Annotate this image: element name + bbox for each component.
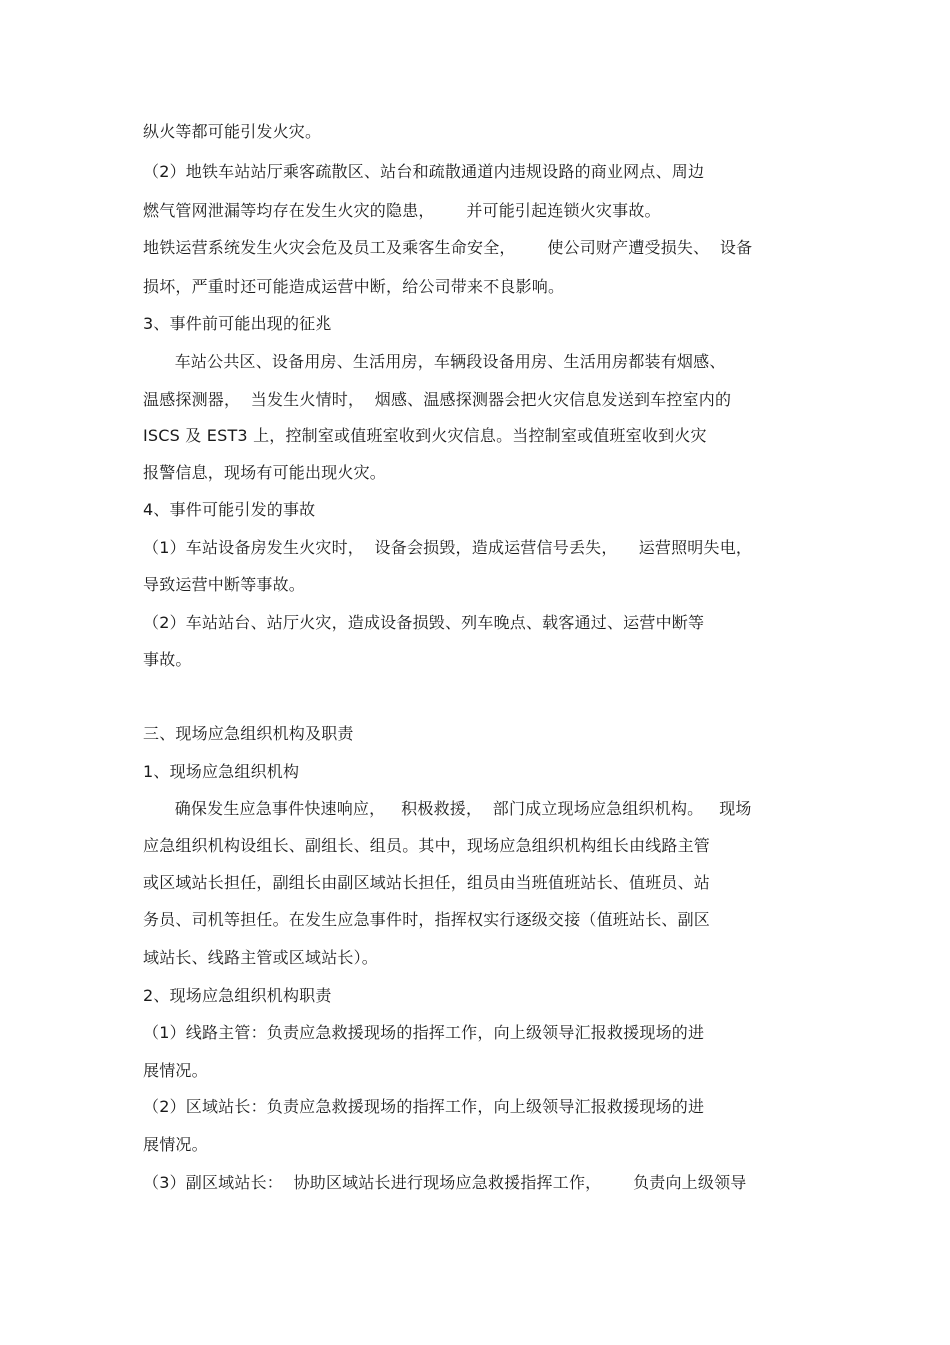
text-line: ISCS 及 EST3 上，控制室或值班室收到火灾信息。当控制室或值班室收到火灾 xyxy=(143,426,707,445)
section-heading: 3、事件前可能出现的征兆 xyxy=(143,314,332,333)
text-line: 或区域站长担任，副组长由副区域站长担任，组员由当班值班站长、值班员、站 xyxy=(143,873,711,892)
text-line: 地铁运营系统发生火灾会危及员工及乘客生命安全， 使公司财产遭受损失、 设备 xyxy=(143,238,753,257)
text-line: （1）线路主管：负责应急救援现场的指挥工作，向上级领导汇报救援现场的进 xyxy=(143,1023,705,1042)
text-line: （3）副区域站长： 协助区域站长进行现场应急救援指挥工作， 负责向上级领导 xyxy=(143,1173,747,1192)
text-line: 展情况。 xyxy=(143,1135,208,1154)
text-line: 确保发生应急事件快速响应， 积极救援， 部门成立现场应急组织机构。 现场 xyxy=(143,799,752,818)
text-line: 报警信息，现场有可能出现火灾。 xyxy=(143,463,387,482)
text-line: 温感探测器， 当发生火情时， 烟感、温感探测器会把火灾信息发送到车控室内的 xyxy=(143,390,732,409)
text-line: 燃气管网泄漏等均存在发生火灾的隐患， 并可能引起连锁火灾事故。 xyxy=(143,201,661,220)
chapter-heading: 三、现场应急组织机构及职责 xyxy=(143,724,354,743)
text-line: （2）地铁车站站厅乘客疏散区、站台和疏散通道内违规设路的商业网点、周边 xyxy=(143,162,705,181)
text-line: （2）车站站台、站厅火灾，造成设备损毁、列车晚点、载客通过、运营中断等 xyxy=(143,613,705,632)
text-line: 域站长、线路主管或区域站长）。 xyxy=(143,948,379,967)
section-heading: 2、现场应急组织机构职责 xyxy=(143,986,332,1005)
text-line: 损坏，严重时还可能造成运营中断，给公司带来不良影响。 xyxy=(143,277,565,296)
text-line: 应急组织机构设组长、副组长、组员。其中，现场应急组织机构组长由线路主管 xyxy=(143,836,711,855)
text-line: 务员、司机等担任。在发生应急事件时，指挥权实行逐级交接（值班站长、副区 xyxy=(143,910,711,929)
text-line: 展情况。 xyxy=(143,1061,208,1080)
text-line: 车站公共区、设备用房、生活用房，车辆段设备用房、生活用房都装有烟感、 xyxy=(143,352,726,371)
section-heading: 1、现场应急组织机构 xyxy=(143,762,300,781)
text-line: 纵火等都可能引发火灾。 xyxy=(143,122,322,141)
text-line: （2）区域站长：负责应急救援现场的指挥工作，向上级领导汇报救援现场的进 xyxy=(143,1097,705,1116)
text-line: （1）车站设备房发生火灾时， 设备会损毁，造成运营信号丢失， 运营照明失电， xyxy=(143,538,753,557)
text-line: 事故。 xyxy=(143,650,192,669)
text-line: 导致运营中断等事故。 xyxy=(143,575,306,594)
section-heading: 4、事件可能引发的事故 xyxy=(143,500,316,519)
